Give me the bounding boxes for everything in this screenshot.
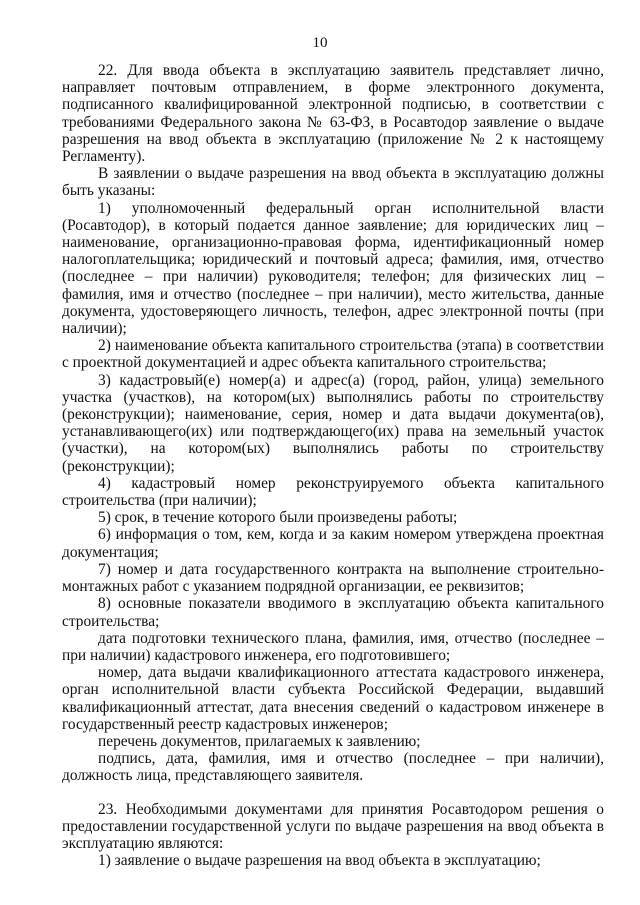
list-item-23-1: 1) заявление о выдаче разрешения на ввод объекта в эксплуатацию; <box>98 852 541 870</box>
page-number: 10 <box>312 35 328 51</box>
list-item-7: 7) номер и дата государственного контракта на выполнение строительно-монтажных работ с указанием подрядной организации, ее реквизитов; <box>62 560 604 596</box>
list-item-2: 2) наименование объекта капитального строительства (этапа) в соответствии с проектной документацией и адрес объекта капитального строительства; <box>62 337 604 372</box>
document-body <box>62 62 604 869</box>
list-item-8: 8) основные показатели вводимого в эксплуатацию объекта капитального строительства; <box>62 595 604 630</box>
paragraph-22: 22. Для ввода объекта в эксплуатацию заявитель представляет лично, направляет почтовым отправлением, в форме электронного документа, подписанного квалифицированной электронной подписью, в соответствии с требованиями Федерального закона № 63-ФЗ, в Росавтодор заявление о выдаче разрешения на ввод объекта в эксплуатацию (приложение № 2 к настоящему Регламенту). <box>62 62 604 166</box>
paragraph-attachments: перечень документов, прилагаемых к заявлению; <box>98 732 421 750</box>
list-item-6: 6) информация о том, кем, когда и за каким номером утверждена проектная документация; <box>62 526 604 561</box>
paragraph-23: 23. Необходимыми документами для принятия Росавтодором решения о предоставлении государственной услуги по выдаче разрешения на ввод объекта в эксплуатацию являются: <box>62 800 604 852</box>
paragraph-certificate: номер, дата выдачи квалификационного аттестата кадастрового инженера, орган исполнительной власти субъекта Российской Федерации, выдавший квалификационный аттестат, дата внесения сведений о кадастровом инженере в государственный реестр кадастровых инженеров; <box>62 664 604 733</box>
list-item-3: 3) кадастровый(е) номер(а) и адрес(а) (город, район, улица) земельного участка (участков), на котором(ых) выполнялись работы по строительству (реконструкции); наименование, серия, номер и дата выдачи документа(ов), устанавливающего(их) или подтверждающего(их) права на земельный участок (участки), на котором(ых) выполнялись работы по строительству (реконструкции); <box>62 371 604 475</box>
paragraph-application-intro: В заявлении о выдаче разрешения на ввод объекта в эксплуатацию должны быть указаны: <box>62 165 604 200</box>
list-item-1: 1) уполномоченный федеральный орган исполнительной власти (Росавтодор), в который подается данное заявление; для юридических лиц – наименование, организационно-правовая форма, идентификационный номер налогоплательщика; юридический и почтовый адреса; фамилия, имя, отчество (последнее – при наличии) руководителя; телефон; для физических лиц – фамилия, имя и отчество (последнее – при наличии), место жительства, данные документа, удостоверяющего личность, телефон, адрес электронной почты (при наличии); <box>62 199 604 338</box>
list-item-5: 5) срок, в течение которого были произведены работы; <box>98 509 458 527</box>
list-item-4: 4) кадастровый номер реконструируемого объекта капитального строительства (при наличии); <box>62 474 604 510</box>
paragraph-tech-plan: дата подготовки технического плана, фамилия, имя, отчество (последнее – при наличии) кадастрового инженера, его подготовившего; <box>62 629 604 664</box>
paragraph-signature: подпись, дата, фамилия, имя и отчество (последнее – при наличии), должность лица, представляющего заявителя. <box>62 750 604 785</box>
